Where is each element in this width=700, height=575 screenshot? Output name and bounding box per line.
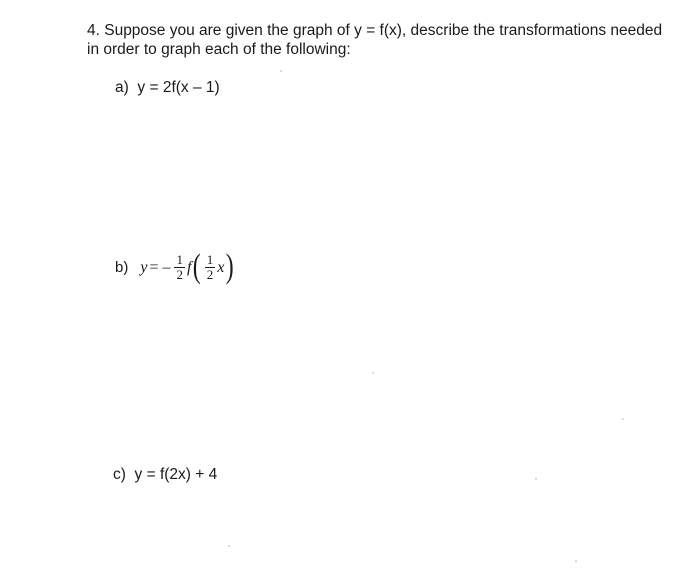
scan-speck (228, 545, 230, 547)
scan-speck (575, 560, 577, 562)
part-c-label: c) (113, 466, 126, 483)
part-b-coefficient-fraction (174, 253, 185, 282)
part-b-y: y (140, 258, 148, 276)
part-a (115, 78, 220, 97)
question-prompt: 4. Suppose you are given the graph of y = f(x), describe the transformations needed in order to graph each of the following: (87, 22, 663, 58)
scan-speck (535, 478, 537, 480)
part-b-right-paren: ) (226, 248, 235, 285)
scan-speck (372, 372, 374, 374)
part-b (115, 250, 236, 284)
scan-speck (622, 418, 624, 420)
part-c (113, 465, 217, 484)
part-b-variable: x (217, 258, 225, 276)
part-b-left-paren: ( (193, 248, 202, 285)
part-b-expression (140, 250, 235, 284)
part-b-coef-numerator: 1 (176, 251, 183, 267)
part-b-label: b) (115, 258, 129, 276)
part-a-label: a) (115, 79, 129, 96)
part-a-expression: y = 2f(x – 1) (137, 79, 220, 96)
scan-speck (280, 70, 282, 72)
part-b-function: f (186, 258, 192, 276)
part-c-expression: y = f(2x) + 4 (134, 466, 218, 483)
part-b-arg-denominator: 2 (206, 266, 214, 282)
part-b-arg-numerator: 1 (206, 251, 214, 267)
part-b-coef-denominator: 2 (176, 266, 183, 282)
part-b-equals-neg: = – (149, 258, 171, 276)
part-b-argument-fraction (205, 253, 216, 282)
